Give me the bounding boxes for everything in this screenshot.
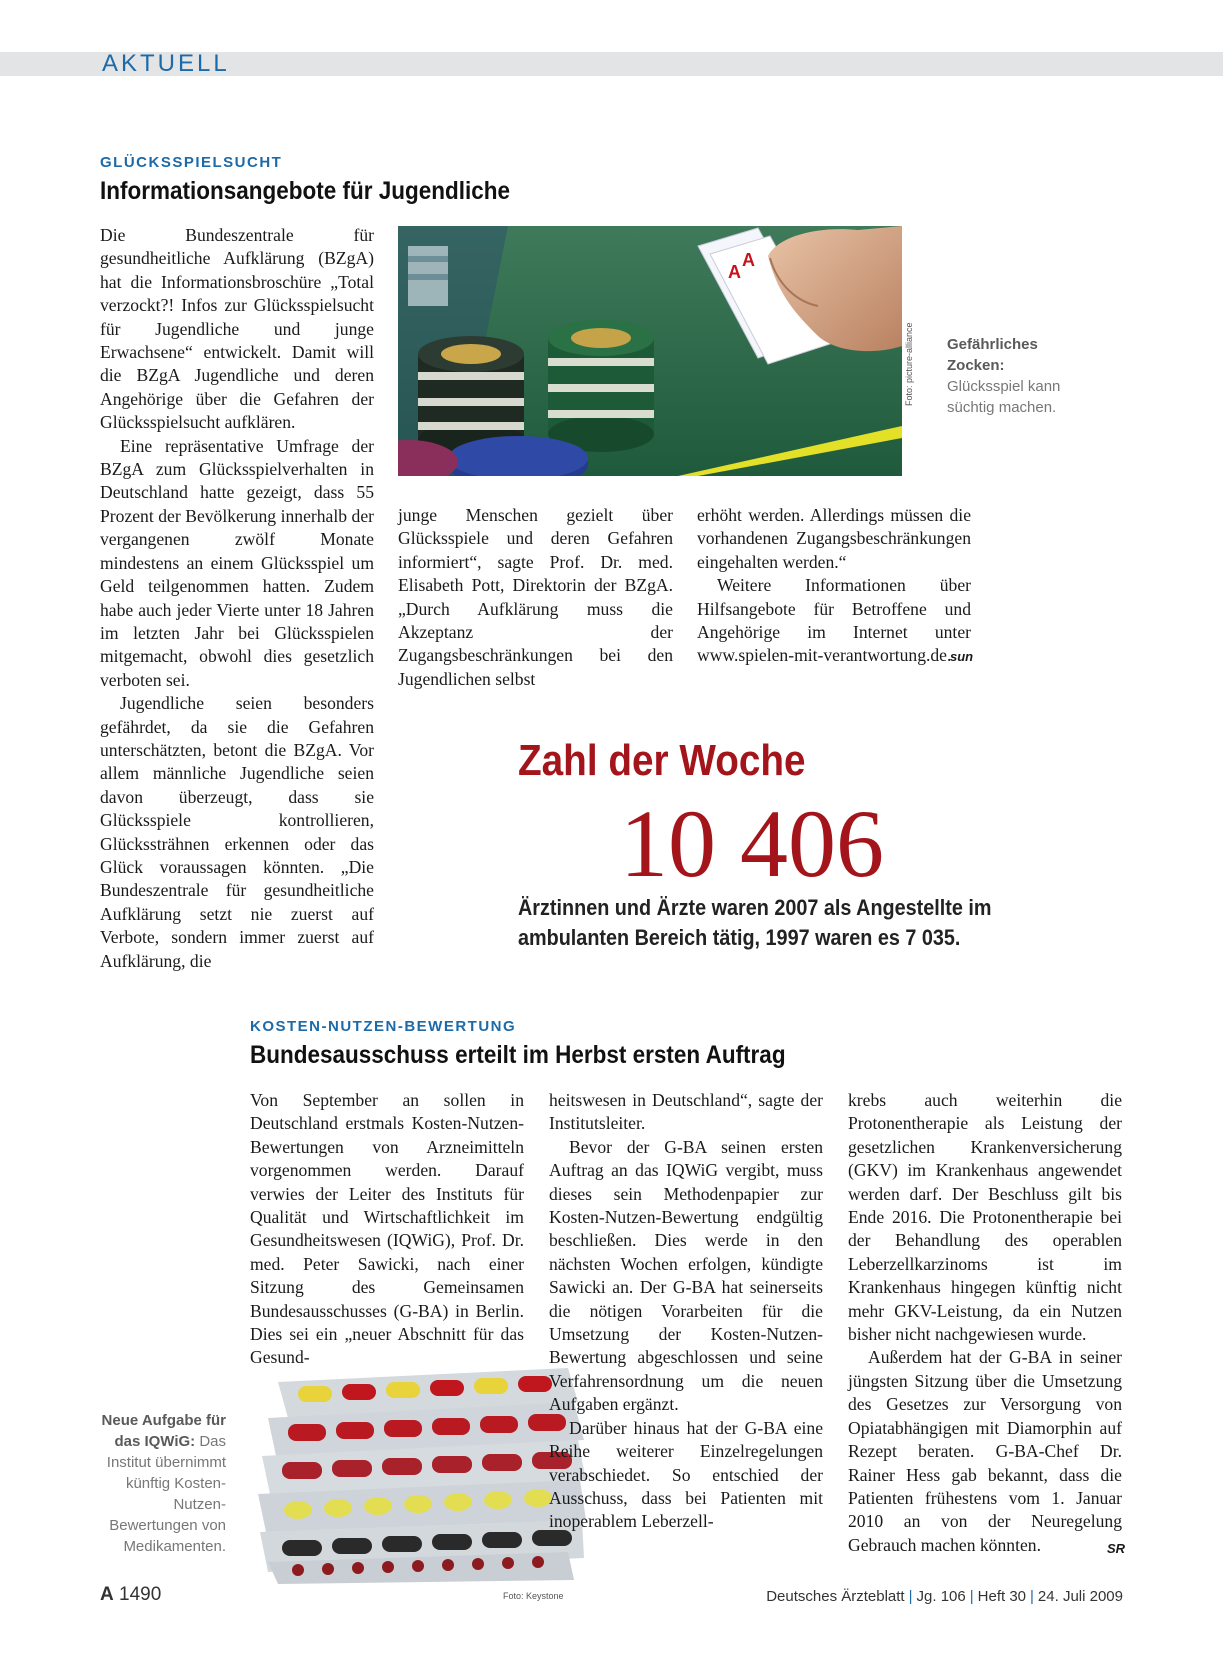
article2-col2-para-1: heitswesen in Deutschland“, sagte der Institutsleiter. (549, 1090, 823, 1134)
article1-column-1 (100, 224, 374, 973)
casino-photo-credit: Foto: picture-alliance (904, 322, 914, 406)
pills-caption-bold: Neue Aufgabe für das IQWiG: (101, 1412, 226, 1450)
pills-caption-text: Das Institut übernimmt künftig Kosten-Nutzen-Bewertungen von Medikamenten. (106, 1433, 226, 1555)
article2-headline: Bundesausschuss erteilt im Herbst ersten Auftrag (250, 1041, 786, 1069)
article1-col3-para-2: Weitere Informationen über Hilfsangebote für Betroffene und Angehörige im Internet unter www.spielen-mit-verantwortung.de. (697, 575, 971, 666)
footer-date: 24. Juli 2009 (1037, 1588, 1123, 1605)
article1-kicker: GLÜCKSSPIELSUCHT (100, 154, 283, 171)
article1-column-2 (398, 504, 673, 691)
article1-author: sun (950, 649, 974, 664)
pill-blister-packs-image (248, 1362, 590, 1584)
article1-col2-para-1: junge Menschen gezielt über Glücksspiele und deren Gefahren informiert“, sagte Prof. Dr. med. Elisabeth Pott, Direktorin der BZgA. „Durch Aufklärung muss die Akzeptanz der Zugangsbeschränkungen bei den Jugendlichen selbst (398, 505, 673, 689)
article2-col2-para-2: Bevor der G-BA seinen ersten Auftrag an das IQWiG vergibt, muss dieses sein Methodenpapier zur Kosten-Nutzen-Bewertung endgültig beschließen. Dies werde in den nächsten Wochen erfolgen, kündigte Sawicki an. Der G-BA hat seinerseits die nötigen Vorarbeiten für die Umsetzung der Kosten-Nutzen-Bewertung abgeschlossen und seine Verfahrensordnung um die neuen Aufgaben ergänzt. (549, 1136, 823, 1415)
page-prefix: A (100, 1584, 114, 1605)
casino-caption-bold: Gefährliches Zocken: (947, 336, 1038, 374)
article2-kicker: KOSTEN-NUTZEN-BEWERTUNG (250, 1018, 517, 1035)
zahl-der-woche-title: Zahl der Woche (518, 736, 806, 785)
footer-info: Deutsches Ärzteblatt | Jg. 106 | Heft 30 | 24. Juli 2009 (766, 1588, 1123, 1605)
article2-col3-para-2: Außerdem hat der G-BA in seiner jüngsten Sitzung über die Umsetzung des Gesetzes zur Versorgung von Opiatabhängigen mit Diamorphin auf Rezept beraten. G-BA-Chef Dr. Rainer Hess gab bekannt, dass die Patienten frühestens vom 1. Januar 2010 an von der Neuregelung Gebrauch machen könnten. (848, 1347, 1122, 1555)
article1-column-3 (697, 504, 974, 668)
article1-col1-para-3: Jugendliche seien besonders gefährdet, da sie die Gefahren unterschätzten, betont die BZgA. Vor allem männliche Jugendliche seien davon überzeugt, dass sie Glücksspiele kontrollieren, Glückssträhnen erkennen oder das Glück voraussagen könnten. „Die Bundeszentrale für gesundheitliche Aufklärung setzt nie zuerst auf Verbote, sondern immer zuerst auf Aufklärung, die (100, 693, 374, 971)
page-number-value: 1490 (119, 1584, 162, 1605)
article2-column-2 (549, 1089, 823, 1534)
article1-headline: Informationsangebote für Jugendliche (100, 177, 511, 205)
article2-column-1 (250, 1089, 524, 1370)
article1-col1-para-1: Die Bundeszentrale für gesundheitliche Aufklärung (BZgA) hat die Informationsbroschüre „Total verzockt?! Infos zur Glücksspielsucht für Jugendliche und junge Erwachsene“ entwickelt. Damit will die BZgA Jugendliche und deren Angehörige über die Gefahren der Glücksspielsucht aufklären. (100, 225, 374, 433)
pills-photo (248, 1362, 590, 1584)
casino-caption-text: Glücksspiel kann süchtig machen. (947, 378, 1061, 416)
article2-col3-para-1: krebs auch weiterhin die Protonentherapie als Leistung der gesetzlichen Krankenversicherung (GKV) im Krankenhaus angewendet werden darf. Der Beschluss gilt bis Ende 2016. Die Protonentherapie bei der Behandlung des operablen Leberzellkarzinoms ist im Krankenhaus hingegen künftig nicht mehr GKV-Leistung, da ein Nutzen bisher nicht nachgewiesen wurde. (848, 1090, 1122, 1345)
pills-photo-caption (96, 1410, 226, 1557)
casino-chips-cards-image (398, 226, 902, 476)
article2-column-3 (848, 1089, 1122, 1557)
section-label: AKTUELL (102, 50, 230, 77)
article2-col1-para-1: Von September an sollen in Deutschland erstmals Kosten-Nutzen-Bewertungen von Arzneimitteln vorgenommen werden. Darauf verwies der Leiter des Instituts für Qualität und Wirtschaftlichkeit im Gesundheitswesen (IQWiG), Prof. Dr. med. Peter Sawicki, nach einer Sitzung des Gemeinsamen Bundesausschusses (G-BA) in Berlin. Dies sei ein „neuer Abschnitt für das Gesund- (250, 1090, 524, 1368)
article1-col3-para-1: erhöht werden. Allerdings müssen die vorhandenen Zugangsbeschränkungen eingehalten werden.“ (697, 505, 971, 572)
article2-col2-para-3: Darüber hinaus hat der G-BA eine Reihe weiterer Einzelregelungen verabschiedet. So entschied der Ausschuss, dass bei Patienten mit inoperablem Leberzell- (549, 1417, 823, 1532)
casino-photo (398, 226, 902, 476)
casino-photo-caption (947, 334, 1067, 418)
zahl-der-woche-number: 10 406 (620, 790, 884, 897)
pills-photo-credit: Foto: Keystone (503, 1591, 564, 1601)
article2-author: SR (1107, 1541, 1126, 1556)
footer-volume: Jg. 106 (916, 1588, 966, 1605)
zahl-der-woche-text: Ärztinnen und Ärzte waren 2007 als Angestellte im ambulanten Bereich tätig, 1997 waren es 7 035. (518, 895, 992, 950)
svg-text:A: A (742, 250, 755, 270)
page-number (100, 1584, 161, 1606)
svg-text:A: A (728, 262, 741, 282)
footer-issue: Heft 30 (977, 1588, 1027, 1605)
footer-journal: Deutsches Ärzteblatt (766, 1588, 905, 1605)
article1-col1-para-2: Eine repräsentative Umfrage der BZgA zum Glücksspielverhalten in Deutschland hatte gezeigt, dass 55 Prozent der Bevölkerung innerhalb der vergangenen zwölf Monate mindestens an einem Glücksspiel um Geld teilgenommen hatten. Zudem habe auch jeder Vierte unter 18 Jahren im letzten Jahr bei Glücksspielen mitgemacht, obwohl dies gesetzlich verboten sei. (100, 435, 374, 690)
